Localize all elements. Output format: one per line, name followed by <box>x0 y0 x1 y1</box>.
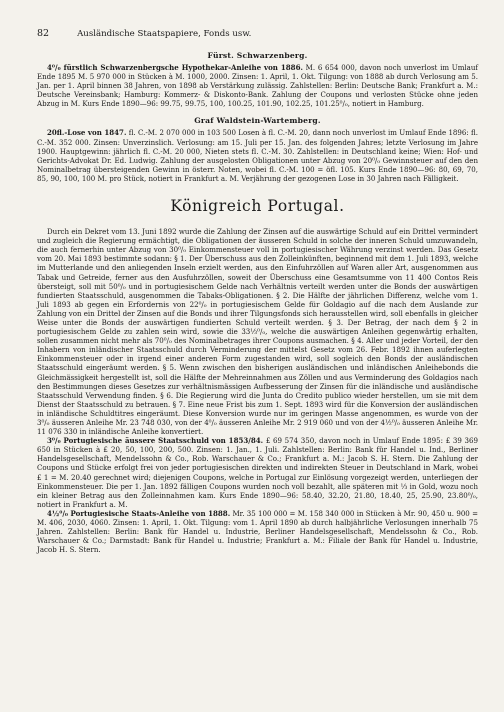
loan-body: £ 69 574 350, davon noch in Umlauf Ende 1895: £ 39 369 650 in Stücken à £ 20, 50, 100, 200, 500. Zinsen: 1. Jan., 1. Juli. Zahlstellen: Berlin: Bank für Handel u. Ind., Berliner Handelsgesellschaft, Mendelssohn & Co., Rob. Warschauer & Co.; Frankfurt a. M.: Jacob S. H. Stern. Die Zahlung der Coupons und Stücke erfolgt frei von jeder portugiesischen direkten und indirekten Steuer in Deutschland in Mark, wobei £ 1 = M. 20.40 gerechnet wird; diejenigen Coupons, welche in Portugal zur Einlösung vorgezeigt werden, unterliegen der Einkommensteuer. Die per 1. Jan. 1892 fälligen Coupons wurden noch voll bezahlt, alle späteren mit ⅓ in Gold, wozu noch ein kleiner Betrag aus den Zolleinnahmen kam. Kurs Ende 1890—96: 58.40, 32.20, 21.80, 18.40, 25, 25.90, 23.80⁰/₀, notiert in Frankfurt a. M. <box>37 436 478 509</box>
section-heading: Fürst. Schwarzenberg. <box>207 51 308 60</box>
running-title: Ausländische Staatspapiere, Fonds usw. <box>77 29 252 39</box>
loan-entry <box>37 436 478 509</box>
loan-body: M. 6 654 000, davon noch unverlost im Umlauf Ende 1895 M. 5 970 000 in Stücken à M. 1000, 2000. Zinsen: 1. April, 1. Okt. Tilgung: von 1888 ab durch Verlosung am 5. Jan. per 1. April binnen 38 Jahren, von 1898 ab Verstärkung zulässig. Zahlstellen: Berlin: Deutsche Bank; Frankfurt a. M.: Deutsche Vereinsbank; Hamburg: Kommerz- & Diskonto-Bank. Zahlung der Coupons und verlosten Stücke ohne jeden Abzug in M. Kurs Ende 1890—96: 99.75, 99.75, 100, 100.25, 101.90, 102.25, 101.25⁰/₀, notiert in Hamburg. <box>37 63 478 109</box>
loan-entry <box>37 128 478 183</box>
loan-title: 3⁰/₀ Portugiesische äussere Staatsschuld von 1853/84. <box>47 436 264 446</box>
loan-entry <box>37 63 478 108</box>
loan-body: Mr. 35 100 000 = M. 158 340 000 in Stücken à Mr. 90, 450 u. 900 = M. 406, 2030, 4060. Zinsen: 1. April, 1. Okt. Tilgung: vom 1. April 1890 ab durch halbjährliche Verlosungen innerhalb 75 Jahren. Zahlstellen: Berlin: Bank für Handel u. Industrie, Berliner Handelsgesellschaft, Mendelssohn & Co., Rob. Warschauer & Co.; Darmstadt: Bank für Handel u. Industrie; Frankfurt a. M.: Filiale der Bank für Handel u. Industrie, Jacob H. S. Stern. <box>37 508 478 555</box>
section-portugal <box>37 227 478 554</box>
page-number: 82 <box>37 28 50 39</box>
loan-body: fl. C.-M. 2 070 000 in 103 500 Losen à fl. C.-M. 20, dann noch unverlost im Umlauf Ende 1896: fl. C.-M. 352 000. Zinsen: Unverzinslich. Verlosung: am 15. Juli per 15. Jan. des folgenden Jahres; letzte Verlosung im Jahre 1900. Hauptgewinn: jährlich fl. C.-M. 20 000, Nieten stets fl. C.-M. 30. Zahlstellen: in Deutschland keine; Wien: Hof- und Gerichts-Advokat Dr. Ed. Ludwig. Zahlung der ausgelosten Obligationen unter Abzug von 20⁰/₀ Gewinnsteuer auf den den Nominalbetrag übersteigenden Gewinn in österr. Noten, wobei fl. C.-M. 100 = öfl. 105. Kurs Ende 1890—96: 80, 69, 70, 85, 90, 100, 100 M. pro Stück, notiert in Frankfurt a. M. Verjährung der gezogenen Lose in 30 Jahren nach Fälligkeit. <box>37 128 478 183</box>
portugal-intro: Durch ein Dekret vom 13. Juni 1892 wurde die Zahlung der Zinsen auf die auswärtige Schuld auf ein Drittel vermindert und zugleich die Regierung ermächtigt, die Obligationen der äusseren Schuld in solche der inneren Schuld umzuwandeln, die auch fernerhin unter Abzug von 30⁰/₀ Einkommensteuer voll in portugiesischer Währung verzinst werden. Das Gesetz vom 20. Mai 1893 bestimmte sodann: § 1. Der Überschuss aus den Zolleinkünften, beginnend mit dem 1. Juli 1893, welche im Mutterlande und den anliegenden Inseln erzielt werden, aus den Einfuhrzöllen auf Waren aller Art, ausgenommen aus Tabak und Getreide, ferner aus den Ausfuhrzöllen, soweit der Überschuss eine Gesamtsumme von 11 400 Contos Reis übersteigt, soll mit 50⁰/₀ und in portugiesischem Gelde nach Verhältnis verteilt werden unter die Bonds der auswärtigen fundierten Staatsschuld, ausgenommen die Tabaks-Obligationen. § 2. Die Hälfte der jährlichen Differenz, welche vom 1. Juli 1893 ab gegen ein Erfordernis von 22⁰/₀ in portugiesischem Gelde für Goldagio auf die nach dem Auslande zur Zahlung von ein Drittel der Zinsen auf die Bonds und ihrer Tilgungsfonds sich herausstellen wird, soll ebenfalls in gleicher Weise unter die Bonds der auswärtigen fundierten Schuld verteilt werden. § 3. Der Betrag, der nach dem § 2 in portugiesischem Gelde zu zahlen sein wird, sowie die 33⅓⁰/₀, welche die auswärtigen Anleihen gegenwärtig erhalten, sollen zusammen nicht mehr als 70⁰/₀ des Nominalbetrages ihrer Coupons ausmachen. § 4. Aller und jeder Vorteil, der den Inhabern von inländischer Staatsschuld durch Verminderung der mittelst Gesetz vom 26. Febr. 1892 ihnen auferlegten Einkommensteuer oder in irgend einer anderen Form zugestanden wird, soll sogleich den Bonds der ausländischen Staatsschuld eingeräumt werden. § 5. Wenn zwischen den bisherigen ausländischen und inländischen Anleihebonds die Gleichmässigkeit hergestellt ist, soll die Hälfte der Mehreinnahmen aus Zöllen und aus Verminderung des Goldagios nach den Bestimmungen dieses Gesetzes zur verhältnismässigen Aufbesserung der Zinsen für die inländische und ausländische Staatsschuld Verwendung finden. § 6. Die Regierung wird die Junta do Credito publico wieder herstellen, um sie mit dem Dienst der Staatsschuld zu betrauen. § 7. Eine neue Frist bis zum 1. Sept. 1893 wird für die Konversion der ausländischen in inländische Schuldtitres eingeräumt. Diese Konversion wurde nur im geringen Masse angenommen, es wurde von der 3⁰/₀ äusseren Anleihe Mr. 23 748 030, von der 4⁰/₀ äusseren Anleihe Mr. 2 919 060 und von der 4½⁰/₀ äusseren Anleihe Mr. 11 076 330 in inländische Anleihe konvertiert. <box>37 227 478 437</box>
loan-title: 4⁰/₀ fürstlich Schwarzenbergsche Hypothekar-Anleihe von 1886. <box>47 63 303 72</box>
running-head <box>37 28 478 39</box>
loan-title: 4½⁰/₀ Portugiesische Staats-Anleihe von 1888. <box>47 508 231 518</box>
loan-title: 20fl.-Lose von 1847. <box>47 128 127 138</box>
section-graf-waldstein <box>37 116 478 183</box>
country-title: Königreich Portugal. <box>170 197 345 216</box>
section-heading: Graf Waldstein-Wartemberg. <box>194 116 321 126</box>
section-furst-schwarzenberg <box>37 51 478 108</box>
loan-entry <box>37 509 478 554</box>
